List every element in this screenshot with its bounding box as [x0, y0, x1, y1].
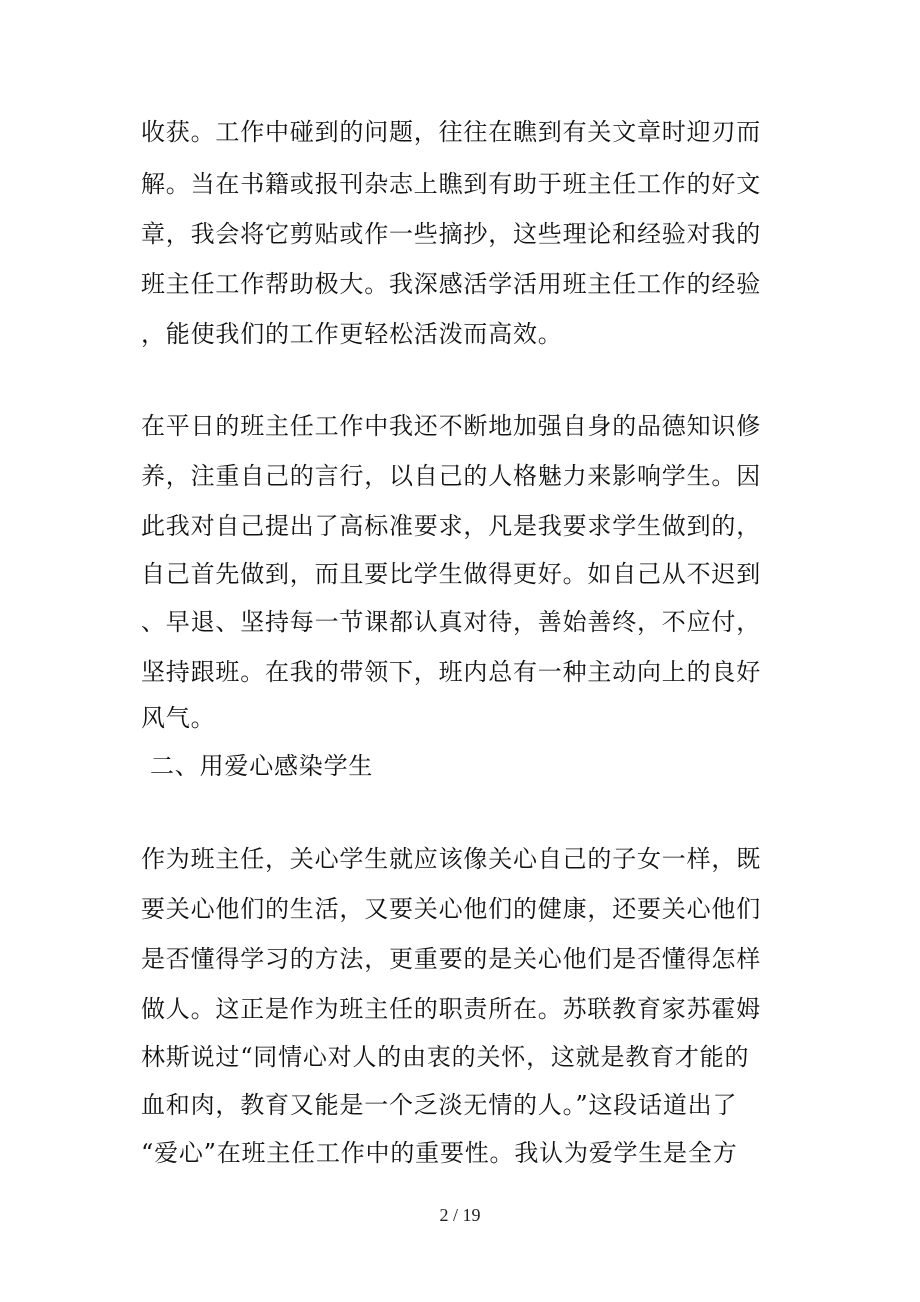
paragraph-2-line-6: 坚持跟班。在我的带领下，班内总有一种主动向上的良好 — [141, 658, 761, 686]
paragraph-2-line-5: 、早退、坚持每一节课都认真对待，善始善终，不应付， — [141, 608, 761, 636]
paragraph-1-line-4: 班主任工作帮助极大。我深感活学活用班主任工作的经验 — [141, 270, 761, 298]
paragraph-1-line-3: 章，我会将它剪贴或作一些摘抄，这些理论和经验对我的 — [141, 220, 761, 248]
paragraph-1-line-2: 解。当在书籍或报刊杂志上瞧到有助于班主任工作的好文 — [141, 170, 761, 198]
paragraph-3-line-7: “爱心”在班主任工作中的重要性。我认为爱学生是全方 — [141, 1139, 738, 1167]
paragraph-2-line-1: 在平日的班主任工作中我还不断地加强自身的品德知识修 — [141, 412, 761, 440]
section-heading: 二、用爱心感染学生 — [150, 752, 374, 780]
paragraph-1-line-5: ，能使我们的工作更轻松活泼而高效。 — [141, 320, 563, 348]
paragraph-2-line-4: 自己首先做到，而且要比学生做得更好。如自己从不迟到 — [141, 560, 761, 588]
paragraph-3-line-2: 要关心他们的生活，又要关心他们的健康，还要关心他们 — [141, 895, 761, 923]
paragraph-2-line-3: 此我对自己提出了高标准要求，凡是我要求学生做到的， — [141, 512, 761, 540]
paragraph-3-line-5: 林斯说过“同情心对人的由衷的关怀，这就是教育才能的 — [141, 1043, 750, 1071]
paragraph-3-line-4: 做人。这正是作为班主任的职责所在。苏联教育家苏霍姆 — [141, 995, 761, 1023]
paragraph-3-line-6: 血和肉，教育又能是一个乏淡无情的人。”这段话道出了 — [141, 1091, 738, 1119]
paragraph-2-line-7: 风气。 — [141, 704, 216, 732]
paragraph-2-line-2: 养，注重自己的言行，以自己的人格魅力来影响学生。因 — [141, 462, 761, 490]
paragraph-1-line-1: 收获。工作中碰到的问题，往往在瞧到有关文章时迎刃而 — [141, 118, 761, 146]
paragraph-3-line-1: 作为班主任，关心学生就应该像关心自己的子女一样，既 — [141, 845, 761, 873]
page-number: 2 / 19 — [439, 1205, 481, 1225]
paragraph-3-line-3: 是否懂得学习的方法，更重要的是关心他们是否懂得怎样 — [141, 945, 761, 973]
